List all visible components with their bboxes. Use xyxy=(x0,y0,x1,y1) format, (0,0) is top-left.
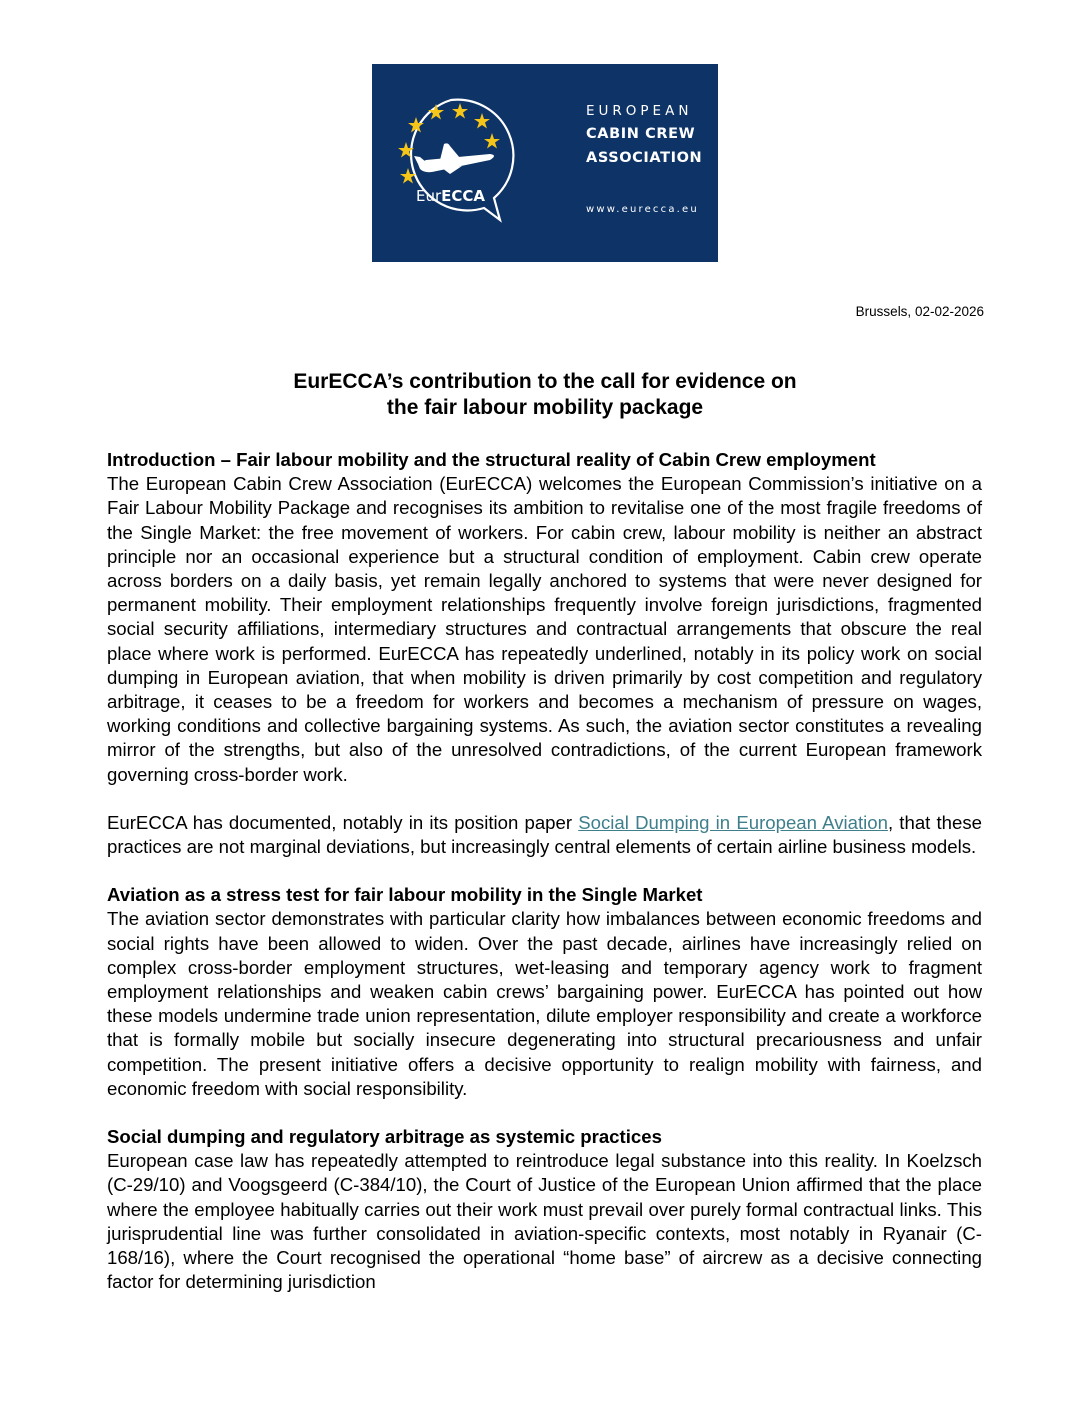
section-introduction xyxy=(107,448,982,859)
section-heading: Social dumping and regulatory arbitrage as systemic practices xyxy=(107,1126,662,1148)
section-aviation-stress-test xyxy=(107,883,982,1101)
org-name xyxy=(586,100,702,170)
paragraph: The aviation sector demonstrates with particular clarity how imbalances between economic freedoms and social rights have been allowed to widen. Over the past decade, airlines have increasingly relied on complex cross-border employment structures, wet-leasing and temporary agency work to fragment employment relationships and weaken cabin crews’ bargaining power. EurECCA has pointed out how these models undermine trade union representation, dilute employer responsibility and create a workforce that is formally mobile but socially insecure degenerating into structural precariousness and unfair competition. The present initiative offers a decisive opportunity to realign mobility with fairness, and economic freedom with social responsibility. xyxy=(107,908,982,1099)
document-body xyxy=(107,448,982,1295)
section-social-dumping xyxy=(107,1125,982,1294)
org-name-line3: ASSOCIATION xyxy=(586,150,703,166)
section-heading: Aviation as a stress test for fair labour mobility in the Single Market xyxy=(107,884,703,906)
paragraph: The European Cabin Crew Association (EurECCA) welcomes the European Commission’s initiative on a Fair Labour Mobility Package and recognises its ambition to revitalise one of the most fragile freedoms of the Single Market: the free movement of workers. For cabin crew, labour mobility is neither an abstract principle nor an occasional experience but a structural condition of employment. Cabin crew operate across borders on a daily basis, yet remain legally anchored to systems that were never designed for permanent mobility. Their employment relationships frequently involve foreign jurisdictions, fragmented social security affiliations, intermediary structures and contractual arrangements that obscure the real place where work is performed. EurECCA has repeatedly underlined, notably in its policy work on social dumping in European aviation, that when mobility is driven primarily by cost competition and regulatory arbitrage, it ceases to be a freedom for workers and becomes a mechanism of pressure on wages, working conditions and collective bargaining systems. As such, the aviation sector constitutes a revealing mirror of the strengths, but also of the unresolved contradictions, of the current European framework governing cross-border work. xyxy=(107,473,982,785)
place-date: Brussels, 02-02-2026 xyxy=(855,304,984,319)
airplane-icon xyxy=(414,143,494,174)
paragraph: European case law has repeatedly attempted to reintroduce legal substance into this reality. In Koelzsch (C-29/10) and Voogsgeerd (C-384/10), the Court of Justice of the European Union affirmed that the place where the employee habitually carries out their work must prevail over purely formal contractual links. This jurisprudential line was further consolidated in aviation-specific contexts, most notably in Ryanair (C-168/16), where the Court recognised the operational “home base” of aircrew as a decisive connecting factor for determining jurisdiction xyxy=(107,1150,982,1293)
document-title xyxy=(100,369,990,421)
eurecca-emblem-icon xyxy=(386,94,516,224)
org-name-line1: EUROPEAN xyxy=(586,103,693,119)
paragraph-with-link: EurECCA has documented, notably in its position paper Social Dumping in European Aviation, that these practices are not marginal deviations, but increasingly central elements of certain airline business models. xyxy=(107,811,982,858)
section-heading: Introduction – Fair labour mobility and the structural reality of Cabin Crew employment xyxy=(107,449,876,470)
emblem-wordmark: EurECCA xyxy=(416,187,486,205)
title-line2: the fair labour mobility package xyxy=(386,396,704,419)
title-line1: EurECCA’s contribution to the call for evidence on xyxy=(293,370,797,393)
social-dumping-paper-link[interactable]: Social Dumping in European Aviation xyxy=(578,811,888,833)
org-url: www.eurecca.eu xyxy=(586,204,699,215)
eurecca-logo xyxy=(372,64,718,262)
org-name-line2: CABIN CREW xyxy=(586,126,696,142)
